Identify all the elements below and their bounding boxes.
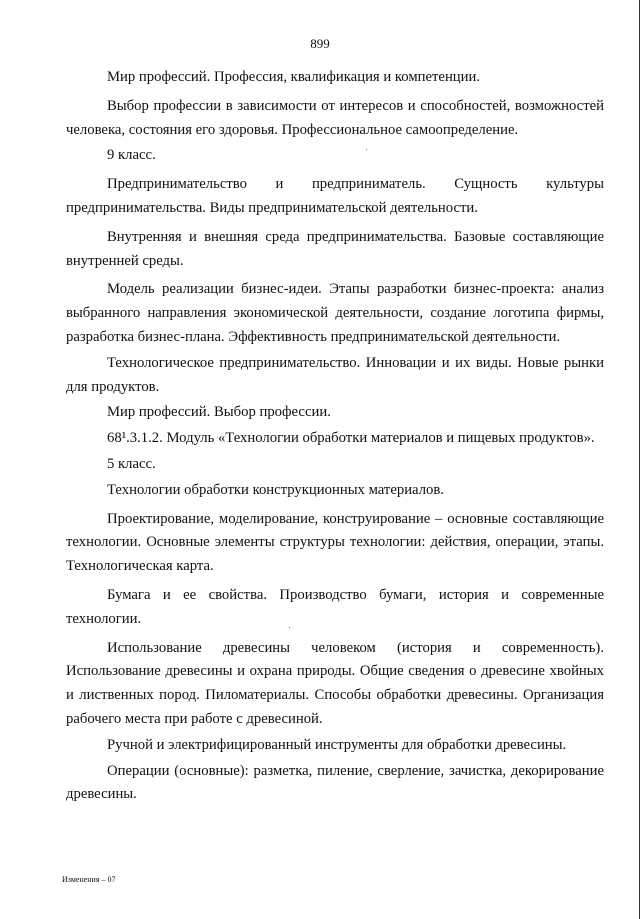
footer-note: Изменения – 07 [62, 875, 116, 884]
paragraph: Технологии обработки конструкционных материалов. [107, 481, 444, 498]
page-number: 899 [310, 36, 330, 51]
paragraph: Проектирование, моделирование, конструирование – основные составляющие технологии. Основные элементы структуры технологии: действия, операции, этапы. Технологическая карта. [66, 510, 604, 575]
paragraph: Технологическое предпринимательство. Инновации и их виды. Новые рынки для продуктов. [66, 354, 604, 395]
paragraph: Модель реализации бизнес-идеи. Этапы разработки бизнес-проекта: анализ выбранного направления экономической деятельности, создание логотипа фирмы, разработка бизнес-плана. Эффективность предпринимательской деятельности. [66, 281, 604, 345]
paragraph: Мир профессий. Профессия, квалификация и компетенции. [107, 69, 481, 85]
scan-speck [289, 627, 290, 628]
paragraph: Внутренняя и внешняя среда предпринимательства. Базовые составляющие внутренней среды. [66, 228, 604, 269]
document-body [66, 66, 604, 809]
paragraph: 9 класс. [107, 147, 156, 164]
module-heading: 68¹.3.1.2. Модуль «Технологии обработки материалов и пищевых продуктов». [107, 430, 595, 447]
paragraph: Бумага и ее свойства. Производство бумаги, история и современные технологии. [66, 586, 604, 627]
scan-speck [366, 149, 367, 150]
paragraph: 5 класс. [107, 455, 156, 472]
paragraph: Мир профессий. Выбор профессии. [107, 404, 331, 421]
paragraph: Ручной и электрифицированный инструменты для обработки древесины. [107, 736, 567, 753]
paragraph: Выбор профессии в зависимости от интересов и способностей, возможностей человека, состояния его здоровья. Профессиональное самоопределение. [66, 97, 604, 138]
paragraph: Использование древесины человеком (история и современность). Использование древесины и охрана природы. Общие сведения о древесине хвойных и лиственных пород. Пиломатериалы. Способы обработки древесины. Организация рабочего места при работе с древесиной. [66, 639, 604, 727]
paragraph: Предпринимательство и предприниматель. Сущность культуры предпринимательства. Виды предпринимательской деятельности. [66, 176, 604, 216]
paragraph: Операции (основные): разметка, пиление, сверление, зачистка, декорирование древесины. [66, 762, 604, 803]
